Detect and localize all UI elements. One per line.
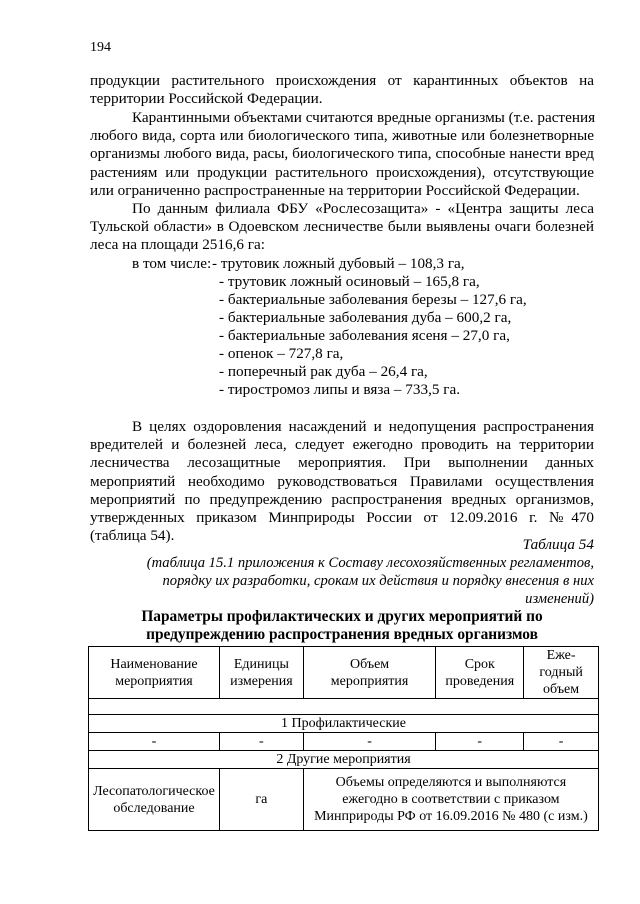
- table-cell: -: [524, 733, 599, 751]
- table-cell: -: [436, 733, 524, 751]
- table-title: [90, 608, 594, 644]
- text-line: леса на площади 2516,6 га:: [90, 236, 265, 254]
- text-line: Тульской области» в Одоевском лесничестве были выявлены очаги болезней: [90, 218, 594, 236]
- table-spacer-cell: [89, 699, 599, 715]
- header-annual-volume: Еже- годный объем: [524, 647, 599, 699]
- measure-volume-cell: Объемы определяются и выполняются ежегодно в соответствии с приказом Минприроды РФ от 16.09.2016 № 480 (с изм.): [303, 769, 598, 831]
- table-section-row: [89, 751, 599, 769]
- text-line: По данным филиала ФБУ «Рослесозащита» - «Центра защиты леса: [132, 200, 594, 217]
- measure-unit-cell: га: [219, 769, 303, 831]
- text-line: мероприятий по предупреждению распространения вредных организмов,: [90, 490, 594, 508]
- table-cell: -: [303, 733, 436, 751]
- table-cell: -: [89, 733, 220, 751]
- text-line: Карантинными объектами считаются вредные организмы (т.е. растения: [132, 109, 596, 126]
- table-row: [89, 733, 599, 751]
- list-item: - бактериальные заболевания ясеня – 27,0 га,: [219, 327, 510, 344]
- list-item: - опенок – 727,8 га,: [219, 345, 344, 362]
- text-line: любого вида, сорта или биологического типа, животные или болезнетворные: [90, 127, 594, 145]
- text-line: мероприятий необходимо руководствоваться Правилами осуществления: [90, 472, 594, 490]
- measure-name-cell: Лесопатологическое обследование: [89, 769, 220, 831]
- table-spacer-row: [89, 699, 599, 715]
- list-item: - поперечный рак дуба – 26,4 га,: [219, 363, 428, 380]
- header-volume: Объем мероприятия: [303, 647, 436, 699]
- table-header-row: [89, 647, 599, 699]
- header-name: Наименование мероприятия: [89, 647, 220, 699]
- list-item: - тиростромоз липы и вяза – 733,5 га.: [219, 381, 461, 398]
- paragraph-1: [90, 72, 594, 108]
- section-other-measures: 2 Другие мероприятия: [89, 751, 599, 769]
- table-caption-label: Таблица 54: [522, 536, 594, 553]
- text-line: растениям или продукции растительного происхождения), отсутствующие: [90, 163, 594, 181]
- table-row: [89, 769, 599, 831]
- header-term: Срок проведения: [436, 647, 524, 699]
- table-caption-line: порядку их разработки, срокам их действия и порядку внесения в них: [162, 573, 594, 589]
- list-item: - бактериальные заболевания березы – 127,6 га,: [219, 291, 527, 308]
- table-title-line: предупреждению распространения вредных организмов: [146, 626, 538, 643]
- list-item: - бактериальные заболевания дуба – 600,2 га,: [219, 309, 512, 326]
- foci-intro: в том числе:: [132, 255, 212, 272]
- paragraph-4: [90, 418, 594, 545]
- table-caption-line: изменений): [525, 591, 594, 607]
- text-line: продукции растительного происхождения от карантинных объектов на: [90, 72, 594, 89]
- text-line: или ограниченно распространенные на территории Российской Федерации.: [90, 181, 580, 199]
- paragraph-2: [90, 109, 594, 200]
- table-cell: -: [219, 733, 303, 751]
- header-unit: Единицы измерения: [219, 647, 303, 699]
- text-line: (таблица 54).: [90, 527, 175, 545]
- text-line: вредителей и болезней леса, следует ежегодно проводить на территории: [90, 436, 594, 454]
- text-line: организмы любого вида, расы, биологического типа, способные нанести вред: [90, 145, 594, 163]
- page-number: 194: [90, 40, 111, 55]
- table-caption-line: (таблица 15.1 приложения к Составу лесохозяйственных регламентов,: [146, 555, 594, 571]
- table-title-line: Параметры профилактических и других мероприятий по: [141, 608, 543, 625]
- list-item: - трутовик ложный дубовый – 108,3 га,: [212, 255, 465, 272]
- list-item: - трутовик ложный осиновый – 165,8 га,: [219, 273, 480, 290]
- paragraph-3: [90, 200, 594, 255]
- text-line: В целях оздоровления насаждений и недопущения распространения: [132, 418, 594, 435]
- text-line: утвержденных приказом Минприроды России от 12.09.2016 г. №470: [90, 508, 594, 526]
- table-section-row: [89, 715, 599, 733]
- section-prophylactic: 1 Профилактические: [89, 715, 599, 733]
- text-line: лесничества лесозащитные мероприятия. При выполнении данных: [90, 454, 594, 472]
- text-line: территории Российской Федерации.: [90, 90, 323, 108]
- parameters-table: [88, 646, 599, 831]
